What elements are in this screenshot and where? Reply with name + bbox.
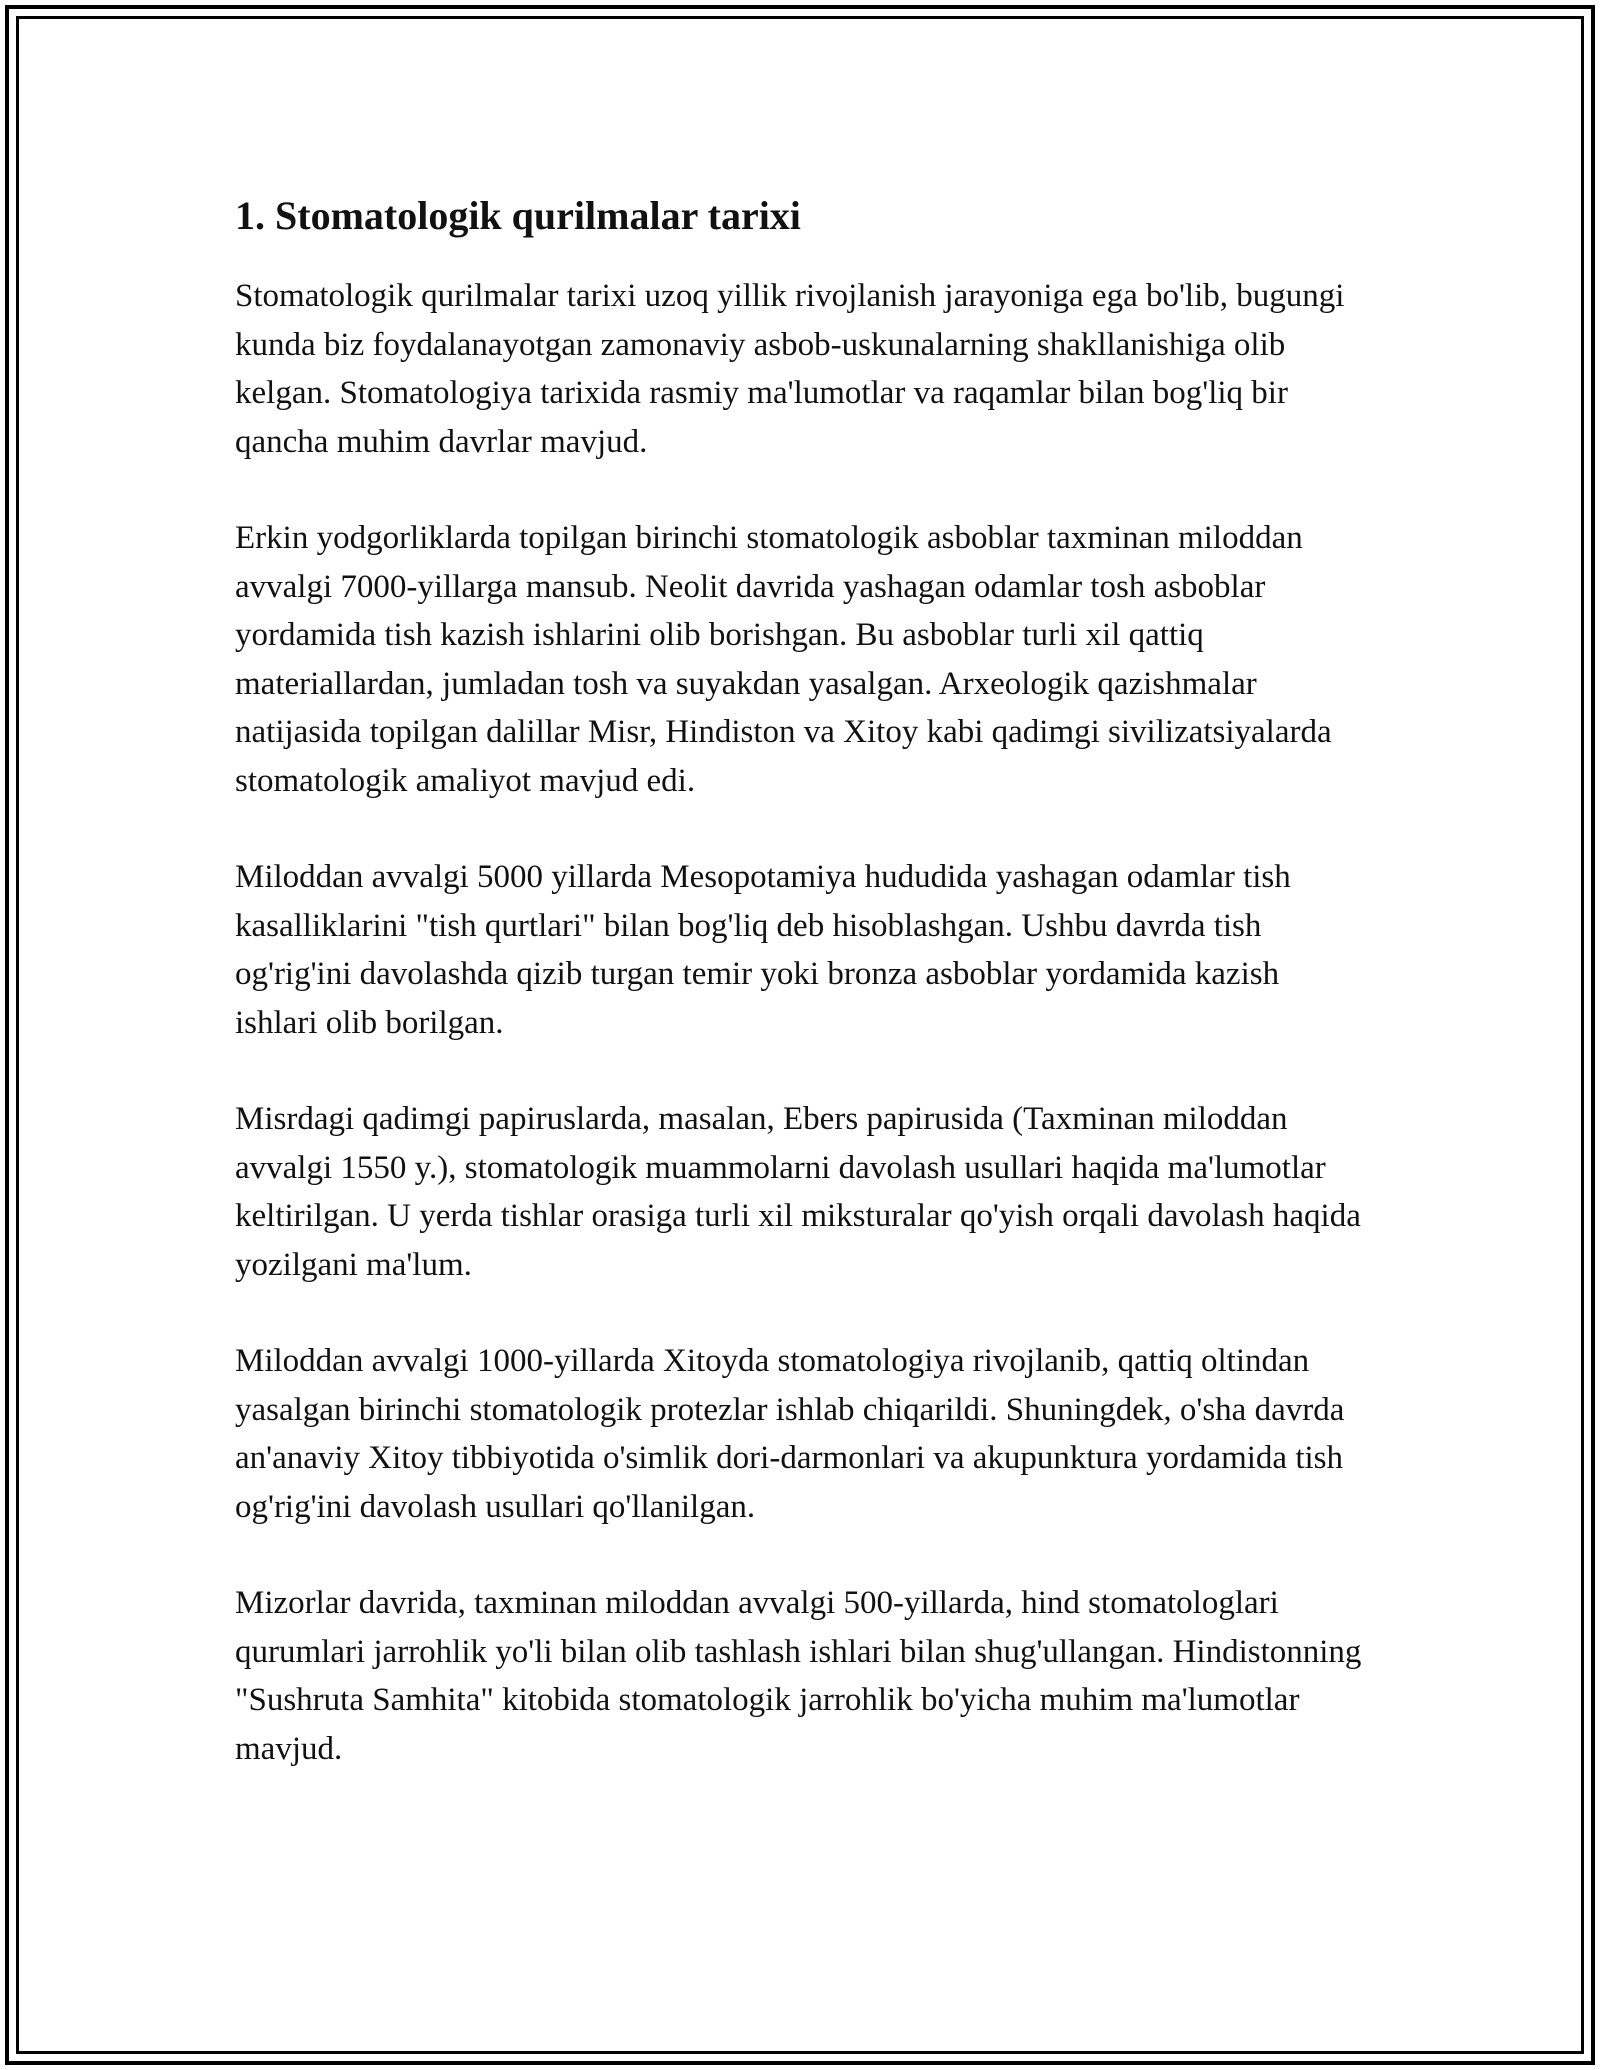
- paragraph-intro: Stomatologik qurilmalar tarixi uzoq yillik rivojlanish jarayoniga ega bo'lib, bugungi kunda biz foydalanayotgan zamonaviy asbob-uskunalarning shakllanishiga olib kelgan. Stomatologiya tarixida rasmiy ma'lumotlar va raqamlar bilan bog'liq bir qancha muhim davrlar mavjud.: [235, 278, 1345, 460]
- page-title: 1. Stomatologik qurilmalar tarixi: [235, 193, 801, 238]
- paragraph-neolithic: Erkin yodgorliklarda topilgan birinchi stomatologik asboblar taxminan miloddan avvalgi 7000-yillarga mansub. Neolit davrida yashagan odamlar tosh asboblar yordamida tish kazish ishlarini olib borishgan. Bu asboblar turli xil qattiq materiallardan, jumladan tosh va suyakdan yasalgan. Arxeologik qazishmalar natijasida topilgan dalillar Misr, Hindiston va Xitoy kabi qadimgi sivilizatsiyalarda stomatologik amaliyot mavjud edi.: [235, 520, 1332, 799]
- paragraph-egypt: Misrdagi qadimgi papiruslarda, masalan, Ebers papirusida (Taxminan miloddan avvalgi 1550 y.), stomatologik muammolarni davolash usullari haqida ma'lumotlar keltirilgan. U yerda tishlar orasiga turli xil miksturalar qo'yish orqali davolash haqida yozilgani ma'lum.: [235, 1101, 1361, 1283]
- paragraph-mesopotamia: Miloddan avvalgi 5000 yillarda Mesopotamiya hududida yashagan odamlar tish kasalliklarini "tish qurtlari" bilan bog'liq deb hisoblashgan. Ushbu davrda tish og'rig'ini davolashda qizib turgan temir yoki bronza asboblar yordamida kazish ishlari olib borilgan.: [235, 859, 1291, 1041]
- document-body: [235, 190, 1365, 1821]
- paragraph-india: Mizorlar davrida, taxminan miloddan avvalgi 500-yillarda, hind stomatologlari qurumlari jarrohlik yo'li bilan olib tashlash ishlari bilan shug'ullangan. Hindistonning "Sushruta Samhita" kitobida stomatologik jarrohlik bo'yicha muhim ma'lumotlar mavjud.: [235, 1585, 1362, 1767]
- paragraph-china: Miloddan avvalgi 1000-yillarda Xitoyda stomatologiya rivojlanib, qattiq oltindan yasalgan birinchi stomatologik protezlar ishlab chiqarildi. Shuningdek, o'sha davrda an'anaviy Xitoy tibbiyotida o'simlik dori-darmonlari va akupunktura yordamida tish og'rig'ini davolash usullari qo'llanilgan.: [235, 1343, 1345, 1525]
